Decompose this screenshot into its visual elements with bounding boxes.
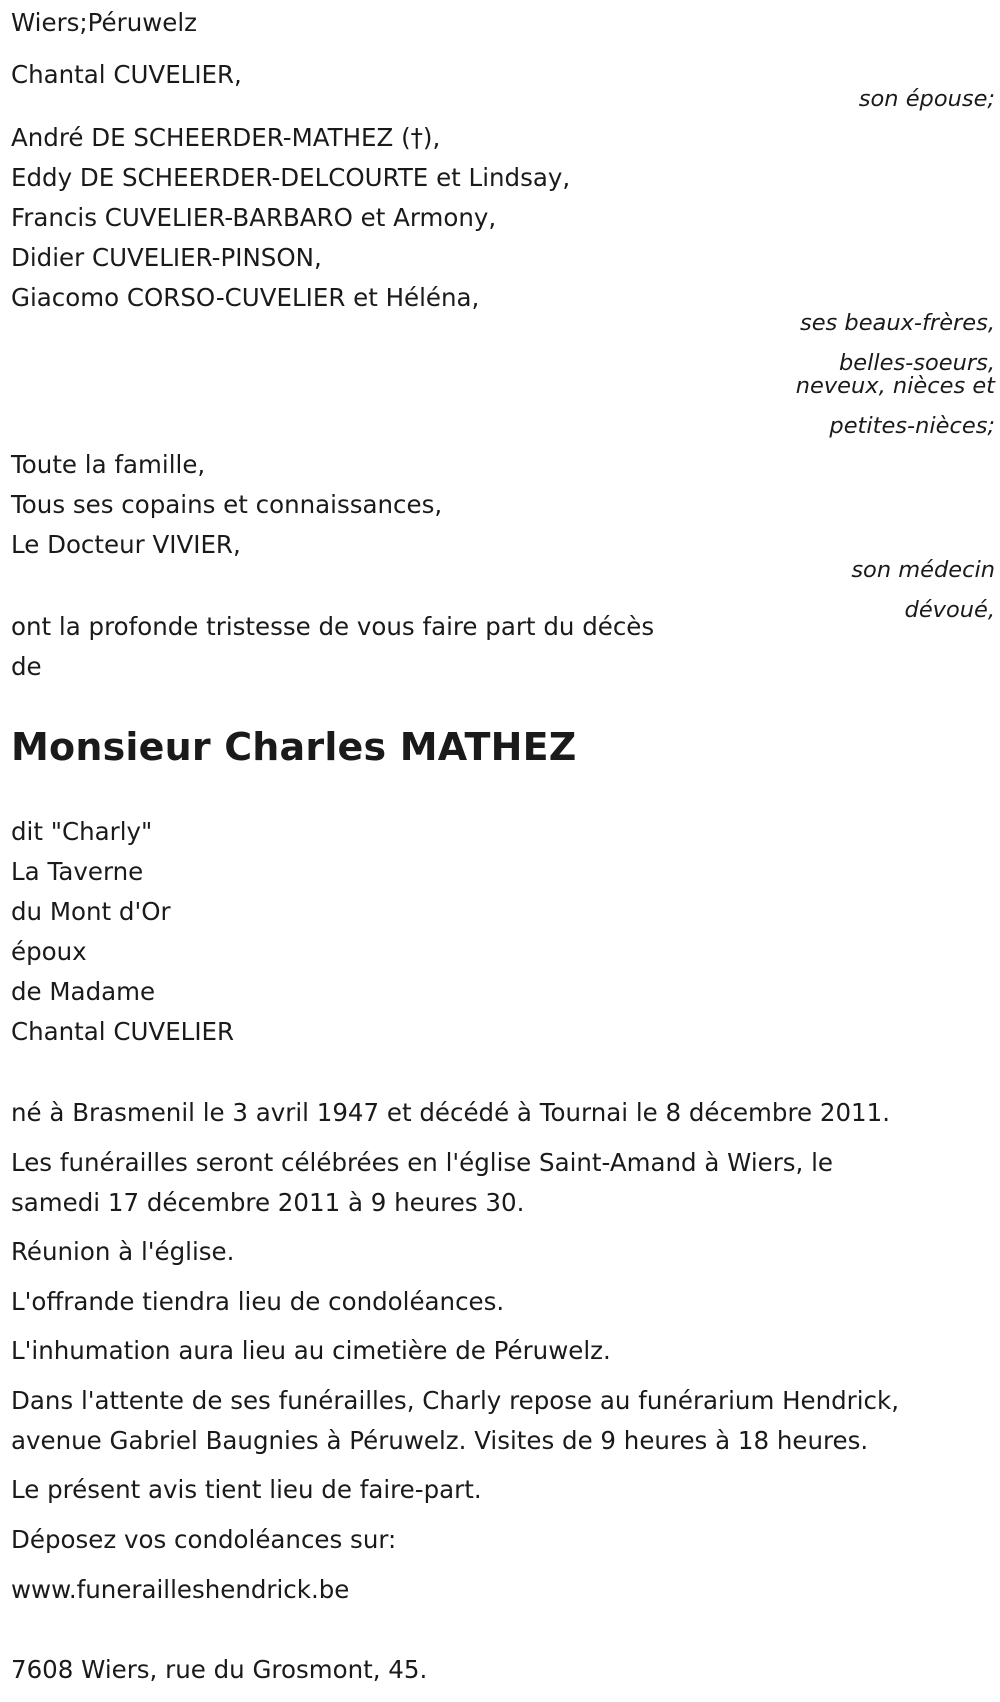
deceased-detail-4: époux bbox=[11, 937, 87, 966]
funeral-line-1: Les funérailles seront célébrées en l'église Saint-Amand à Wiers, le bbox=[11, 1148, 833, 1177]
deceased-name: Monsieur Charles MATHEZ bbox=[11, 725, 577, 769]
in-laws-role-4: petites-nièces; bbox=[829, 413, 995, 439]
spouse-name: Chantal CUVELIER, bbox=[11, 60, 242, 89]
in-laws-role-3: neveux, nièces et bbox=[795, 373, 995, 399]
deceased-detail-5: de Madame bbox=[11, 977, 156, 1006]
in-law-4: Didier CUVELIER-PINSON, bbox=[11, 243, 322, 272]
doctor-role-2: dévoué, bbox=[904, 597, 995, 623]
in-law-5: Giacomo CORSO-CUVELIER et Héléna, bbox=[11, 283, 480, 312]
offering: L'offrande tiendra lieu de condoléances. bbox=[11, 1287, 505, 1316]
location-header: Wiers;Péruwelz bbox=[11, 8, 198, 37]
website-link[interactable]: www.funerailleshendrick.be bbox=[11, 1575, 350, 1604]
announcement-line-1: ont la profonde tristesse de vous faire part du décès bbox=[11, 612, 655, 641]
rest-line-2: avenue Gabriel Baugnies à Péruwelz. Visites de 9 heures à 18 heures. bbox=[11, 1426, 869, 1455]
other-family-3: Le Docteur VIVIER, bbox=[11, 530, 241, 559]
spouse-role: son épouse; bbox=[858, 86, 995, 112]
deceased-detail-6: Chantal CUVELIER bbox=[11, 1017, 235, 1046]
other-family-1: Toute la famille, bbox=[11, 450, 206, 479]
deceased-detail-1: dit "Charly" bbox=[11, 817, 153, 846]
condolences-label: Déposez vos condoléances sur: bbox=[11, 1525, 397, 1554]
meeting: Réunion à l'église. bbox=[11, 1237, 235, 1266]
other-family-2: Tous ses copains et connaissances, bbox=[11, 490, 443, 519]
address: 7608 Wiers, rue du Grosmont, 45. bbox=[11, 1655, 428, 1684]
doctor-role-1: son médecin bbox=[851, 557, 995, 583]
burial: L'inhumation aura lieu au cimetière de Péruwelz. bbox=[11, 1336, 611, 1365]
deceased-detail-2: La Taverne bbox=[11, 857, 144, 886]
notice: Le présent avis tient lieu de faire-part. bbox=[11, 1475, 482, 1504]
in-laws-role-1: ses beaux-frères, bbox=[799, 310, 995, 336]
in-law-1: André DE SCHEERDER-MATHEZ (†), bbox=[11, 123, 441, 152]
in-law-2: Eddy DE SCHEERDER-DELCOURTE et Lindsay, bbox=[11, 163, 571, 192]
announcement-line-2: de bbox=[11, 652, 42, 681]
birth-death: né à Brasmenil le 3 avril 1947 et décédé à Tournai le 8 décembre 2011. bbox=[11, 1098, 890, 1127]
in-law-3: Francis CUVELIER-BARBARO et Armony, bbox=[11, 203, 497, 232]
in-laws-role-2: belles-soeurs, bbox=[838, 350, 995, 376]
funeral-line-2: samedi 17 décembre 2011 à 9 heures 30. bbox=[11, 1188, 525, 1217]
rest-line-1: Dans l'attente de ses funérailles, Charly repose au funérarium Hendrick, bbox=[11, 1386, 899, 1415]
deceased-detail-3: du Mont d'Or bbox=[11, 897, 171, 926]
